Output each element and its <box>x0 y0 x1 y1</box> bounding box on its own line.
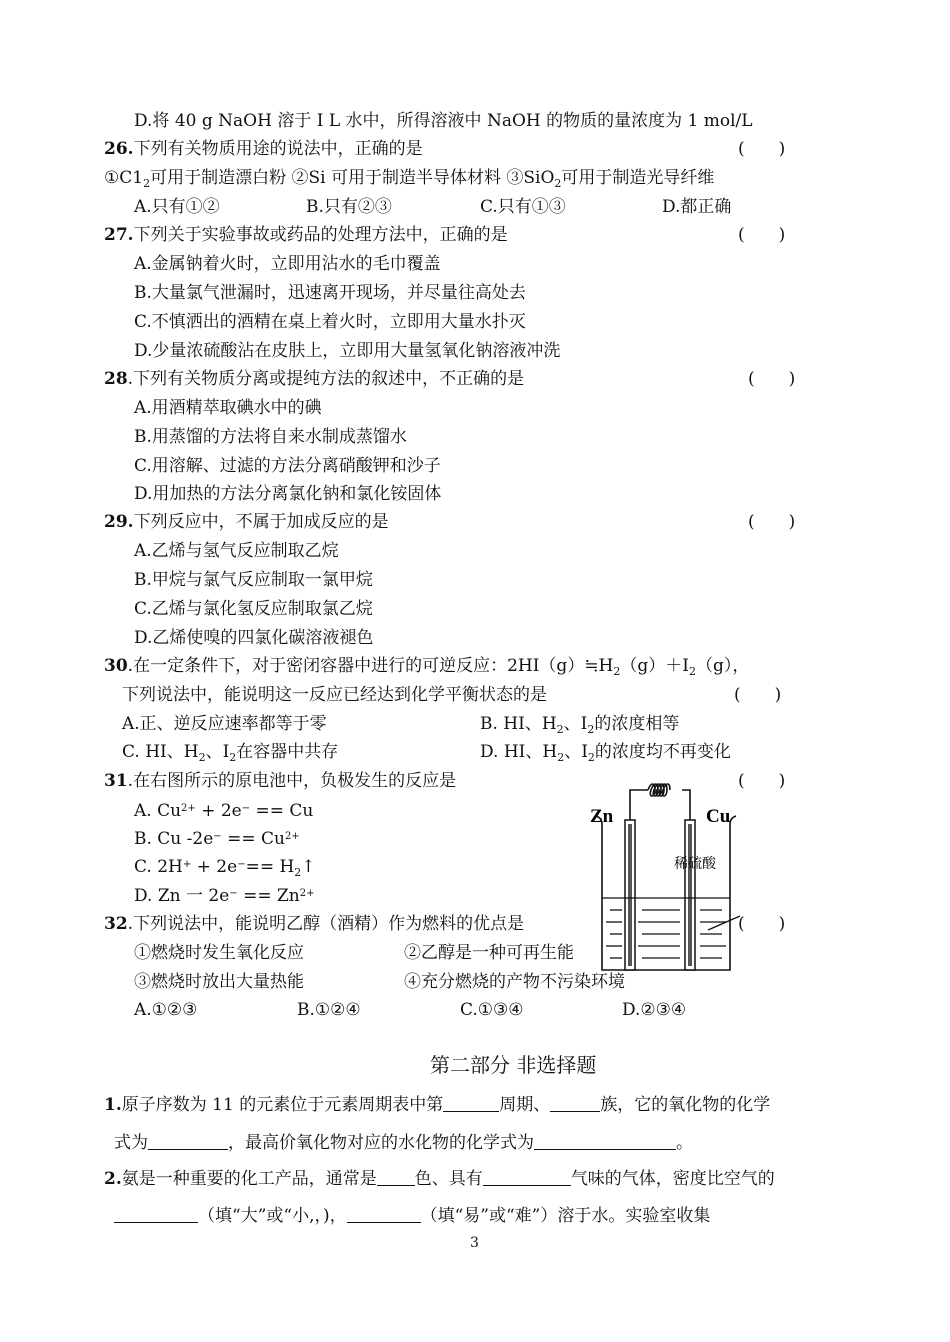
text: 、I <box>205 742 230 762</box>
q31-stem <box>104 770 456 792</box>
q28-option-d: D.用加热的方法分离氯化钠和氯化铵固体 <box>134 484 442 504</box>
text: D. HI、H <box>480 742 558 762</box>
text: + 2e <box>195 801 242 821</box>
answer-blank[interactable] <box>443 1095 499 1112</box>
superscript: − <box>213 831 222 842</box>
q30-option-d <box>480 741 731 763</box>
coil-icon <box>648 784 670 796</box>
q27-option-d: D.少量浓硫酸沾在皮肤上，立即用大量氢氧化钠溶液冲洗 <box>134 341 561 361</box>
text: C. HI、H <box>122 742 199 762</box>
q28-text: .下列有关物质分离或提纯方法的叙述中，不正确的是 <box>127 369 525 389</box>
q27-number: 27. <box>104 225 134 245</box>
q32-stem <box>104 913 524 935</box>
q28-option-c: C.用溶解、过滤的方法分离硝酸钾和沙子 <box>134 456 441 476</box>
q31-option-c <box>134 856 316 878</box>
problem-2-line-1 <box>104 1168 775 1190</box>
q30-number: 30 <box>104 656 128 676</box>
cu-label: Cu <box>706 806 731 827</box>
q26-option-b: B.只有②③ <box>306 197 392 217</box>
subscript: 2 <box>587 751 595 764</box>
q28-option-a: A.用酒精萃取碘水中的碘 <box>134 398 322 418</box>
q26-answer-paren: ( ) <box>738 139 786 159</box>
text: 、I <box>564 742 588 762</box>
problem-2-line-2 <box>114 1205 710 1227</box>
q32-option-c: C.①③④ <box>460 1000 524 1020</box>
q32-statement-1: ①燃烧时发生氧化反应 <box>134 943 304 963</box>
superscript: 2+ <box>299 888 315 899</box>
q29-answer-paren: ( ) <box>748 512 796 532</box>
text: 的浓度相等 <box>594 714 680 734</box>
zn-electrode-core <box>628 824 632 966</box>
q32-statement-4: ④充分燃烧的产物不污染环境 <box>404 972 625 992</box>
text: （填“大”或“小,，)， <box>198 1206 347 1226</box>
text: 。 <box>676 1133 693 1153</box>
text: == Zn <box>237 886 300 906</box>
answer-blank[interactable] <box>148 1133 228 1150</box>
galvanic-cell-diagram <box>582 780 752 980</box>
q30-text: （g）＋I <box>620 656 689 676</box>
q30-option-a: A.正、逆反应速率都等于零 <box>122 714 327 734</box>
answer-blank[interactable] <box>483 1169 571 1186</box>
q31-answer-paren: ( ) <box>738 771 786 791</box>
answer-blank[interactable] <box>114 1206 198 1223</box>
problem-1-line-2 <box>114 1132 693 1154</box>
q27-option-b: B.大量氯气泄漏时，迅速离开现场，并尽量往高处去 <box>134 283 526 303</box>
q30-stem-2: 下列说法中，能说明这一反应已经达到化学平衡状态的是 <box>122 685 547 705</box>
text: 的浓度均不再变化 <box>594 742 731 762</box>
q29-text: 下列反应中，不属于加成反应的是 <box>133 512 389 532</box>
text: 式为 <box>114 1133 148 1153</box>
q26-option-a: A.只有①② <box>134 197 220 217</box>
text: 在容器中共存 <box>236 742 339 762</box>
q30-option-b <box>480 713 679 735</box>
superscript: 2+ <box>181 803 196 814</box>
text: 原子序数为 11 的元素位于元素周期表中第 <box>121 1095 444 1115</box>
q26-text: 下列有关物质用途的说法中，正确的是 <box>133 139 423 159</box>
text: 氨是一种重要的化工产品，通常是 <box>121 1169 377 1189</box>
q26-statements <box>104 167 714 189</box>
q26-s2: 可用于制造漂白粉 ②Si 可用于制造半导体材料 ③SiO <box>150 168 555 188</box>
subscript: 2 <box>294 866 302 879</box>
subscript: 2 <box>554 177 562 190</box>
q32-option-b: B.①②④ <box>297 1000 361 1020</box>
q32-statement-3: ③燃烧时放出大量热能 <box>134 972 304 992</box>
q26-number: 26. <box>104 139 134 159</box>
text: 周期、 <box>499 1095 551 1115</box>
subscript: 2 <box>198 751 206 764</box>
q27-stem <box>104 224 508 246</box>
q29-stem <box>104 511 389 533</box>
text: C. 2H <box>134 857 183 877</box>
q26-option-d: D.都正确 <box>662 197 732 217</box>
q29-option-c: C.乙烯与氯化氢反应制取氯乙烷 <box>134 599 373 619</box>
q28-number: 28 <box>104 369 128 389</box>
arrow-up-icon: ↑ <box>301 857 316 877</box>
problem-1-number: 1. <box>104 1095 122 1115</box>
cu-electrode-core <box>688 824 692 966</box>
q27-option-c: C.不慎洒出的酒精在桌上着火时，立即用大量水扑灭 <box>134 312 526 332</box>
q29-option-b: B.甲烷与氯气反应制取一氯甲烷 <box>134 570 373 590</box>
acid-solution <box>602 898 740 958</box>
q30-option-c <box>122 741 338 763</box>
q27-text: 下列关于实验事故或药品的处理方法中，正确的是 <box>133 225 508 245</box>
text: == Cu <box>250 801 314 821</box>
q31-option-b <box>134 828 300 850</box>
q32-option-d: D.②③④ <box>622 1000 687 1020</box>
text: A. Cu <box>134 801 182 821</box>
superscript: 2+ <box>284 831 300 842</box>
zn-label: Zn <box>590 806 614 827</box>
subscript: 2 <box>587 723 595 736</box>
answer-blank[interactable] <box>377 1169 415 1186</box>
q28-answer-paren: ( ) <box>748 369 796 389</box>
q30-answer-paren: ( ) <box>734 685 782 705</box>
q26-s3: 可用于制造光导纤维 <box>561 168 715 188</box>
q30-text: .在一定条件下，对于密闭容器中进行的可逆反应：2HI（g）≒H <box>127 656 614 676</box>
text: B. HI、H <box>480 714 557 734</box>
beaker <box>596 816 736 970</box>
answer-blank[interactable] <box>347 1206 421 1223</box>
problem-2-number: 2. <box>104 1169 122 1189</box>
q31-text: .在右图所示的原电池中，负极发生的反应是 <box>127 771 457 791</box>
q29-option-d: D.乙烯使嗅的四氯化碳溶液褪色 <box>134 628 374 648</box>
text: 气味的气体，密度比空气的 <box>570 1169 775 1189</box>
answer-blank[interactable] <box>534 1133 676 1150</box>
q27-answer-paren: ( ) <box>738 225 786 245</box>
problem-1-line-1 <box>104 1094 770 1116</box>
subscript: 2 <box>229 751 237 764</box>
superscript: − <box>237 859 246 870</box>
q32-option-a: A.①②③ <box>134 1000 198 1020</box>
acid-label: 稀硫酸 <box>674 856 716 872</box>
q31-option-d <box>134 885 314 907</box>
superscript: + <box>182 859 192 870</box>
superscript: − <box>241 803 251 814</box>
subscript: 2 <box>143 177 151 190</box>
q28-stem <box>104 368 524 390</box>
text: == Cu <box>221 829 285 849</box>
q30-stem <box>104 655 749 677</box>
q28-option-b: B.用蒸馏的方法将自来水制成蒸馏水 <box>134 427 407 447</box>
text: 色、具有 <box>414 1169 483 1189</box>
subscript: 2 <box>556 723 564 736</box>
text: 、I <box>563 714 588 734</box>
q26-s1: ①C1 <box>104 168 144 188</box>
text: + 2e <box>191 857 238 877</box>
q32-text: .下列说法中，能说明乙醇（酒精）作为燃料的优点是 <box>127 914 525 934</box>
q30-text: （g）， <box>696 656 750 676</box>
superscript: − <box>229 888 238 899</box>
q27-option-a: A.金属钠着火时，立即用沾水的毛巾覆盖 <box>134 254 441 274</box>
q29-option-a: A.乙烯与氢气反应制取乙烷 <box>134 541 339 561</box>
q31-option-a <box>134 800 313 822</box>
q32-number: 32 <box>104 914 128 934</box>
q25-option-d: D.将 40 g NaOH 溶于 I L 水中，所得溶液中 NaOH 的物质的量浓度为 1 mol/L <box>134 111 753 131</box>
q31-number: 31 <box>104 771 128 791</box>
text: ，最高价氧化物对应的水化物的化学式为 <box>228 1133 534 1153</box>
q26-option-c: C.只有①③ <box>480 197 566 217</box>
subscript: 2 <box>689 665 696 678</box>
q32-answer-paren: ( ) <box>738 914 786 934</box>
q32-statement-2: ②乙醇是一种可再生能 <box>404 942 578 964</box>
text: 族，它的氧化物的化学 <box>600 1095 771 1115</box>
answer-blank[interactable] <box>550 1095 600 1112</box>
text: B. Cu -2e <box>134 829 214 849</box>
text: == H <box>245 857 295 877</box>
text: （填“易”或“难”）溶于水。实验室收集 <box>420 1206 711 1226</box>
text: D. Zn 一 2e <box>134 886 230 906</box>
subscript: 2 <box>557 751 565 764</box>
q26-stem <box>104 138 423 160</box>
subscript: 2 <box>613 665 621 678</box>
section-title: 第二部分 非选择题 <box>430 1053 597 1077</box>
page-number: 3 <box>470 1235 479 1251</box>
q29-number: 29. <box>104 512 134 532</box>
